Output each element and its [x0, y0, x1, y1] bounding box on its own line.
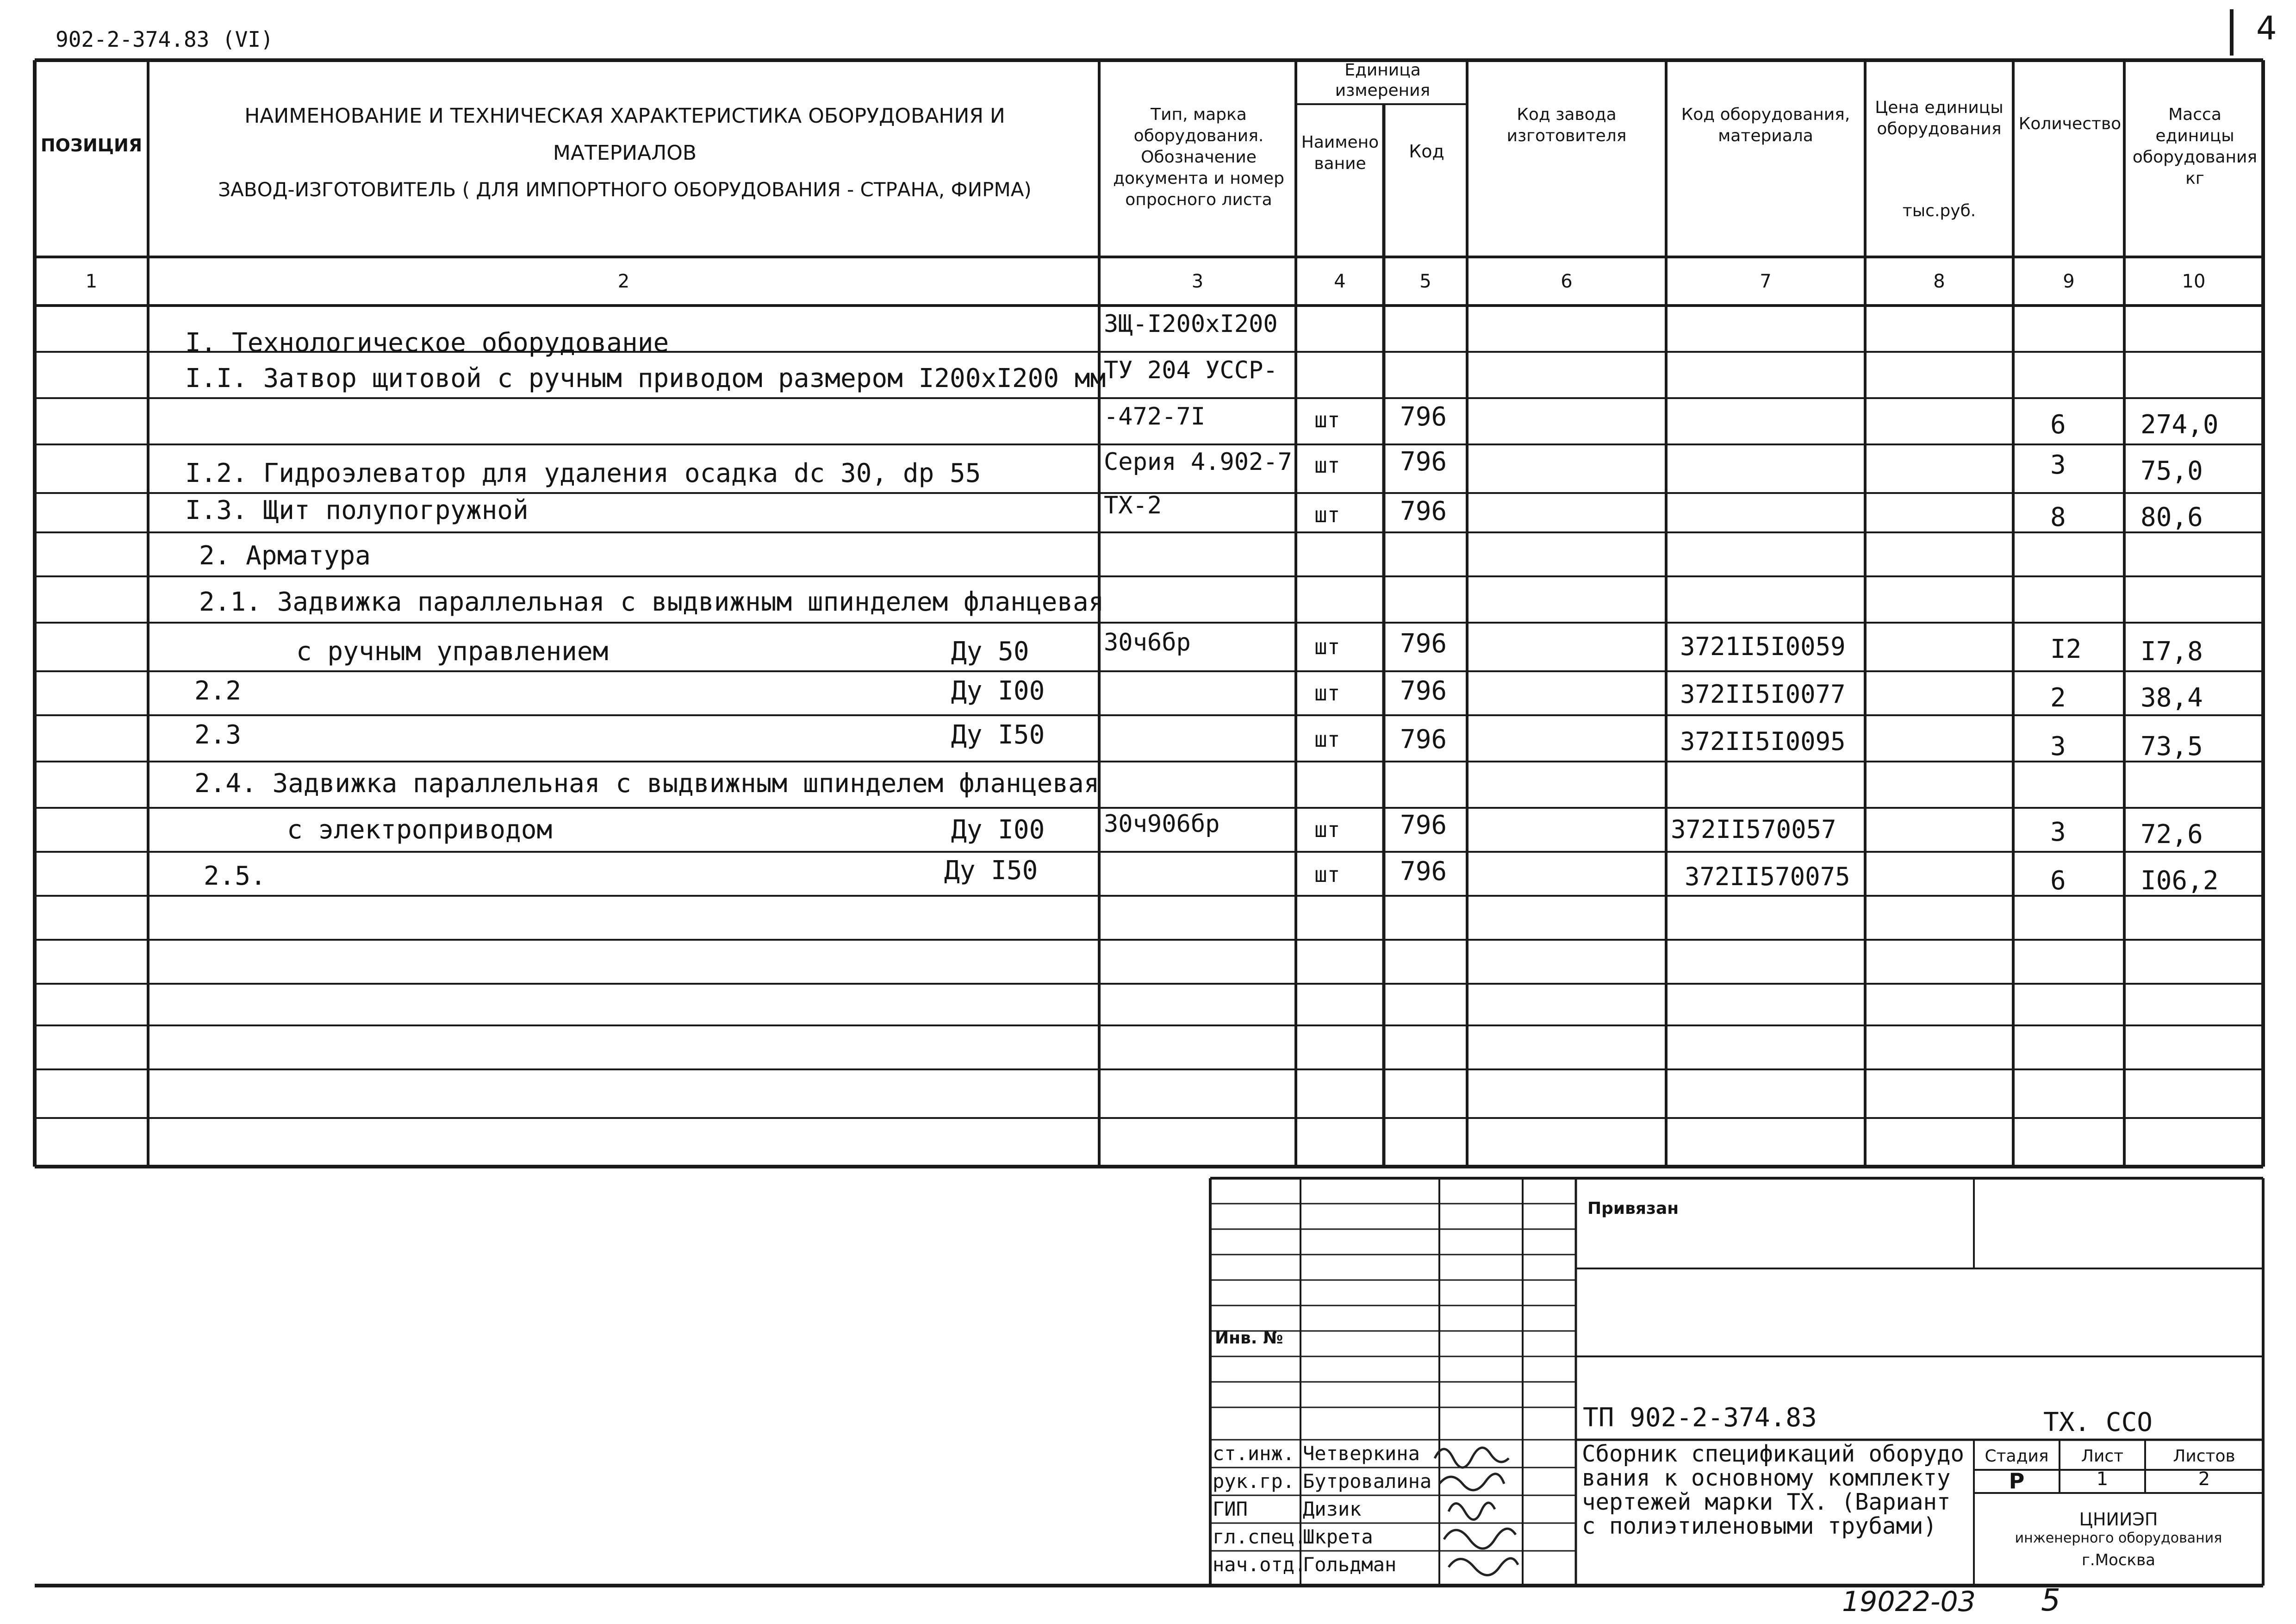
row-unit-code: 796: [1400, 629, 1447, 659]
signer-role: ГИП: [1213, 1498, 1248, 1520]
row-unit: шт: [1314, 862, 1340, 887]
row-qty: 6: [2050, 866, 2066, 896]
header-quantity: Количество: [2018, 114, 2122, 133]
row-mass: 38,4: [2140, 683, 2203, 713]
signer-name: Четверкина: [1303, 1442, 1420, 1465]
row-unit: шт: [1314, 727, 1340, 752]
colnum-5: 5: [1419, 271, 1431, 292]
row-name: I.2. Гидроэлеватор для удаления осадка dc 30, dp 55: [185, 458, 981, 488]
colnum-1: 1: [85, 271, 98, 292]
signer-name: Гольдман: [1303, 1553, 1397, 1576]
row-type: ТХ-2: [1104, 492, 1162, 519]
page-corner-number: 4: [2256, 9, 2277, 47]
row-unit-code: 796: [1400, 676, 1447, 706]
row-unit: шт: [1314, 681, 1340, 706]
row-qty: 6: [2050, 410, 2066, 440]
colnum-9: 9: [2063, 271, 2075, 292]
row-qty: 3: [2050, 817, 2066, 847]
bottom-page-number: 5: [2041, 1582, 2060, 1618]
header-equipment-code: Код оборудования, материала: [1681, 105, 1850, 145]
row-unit-code: 796: [1400, 810, 1447, 840]
signer-role: гл.спец.: [1213, 1525, 1307, 1548]
stamp-stage: Р: [2009, 1468, 2025, 1493]
document-code: 902-2-374.83 (VI): [56, 27, 274, 52]
row-dn: Ду I50: [944, 856, 1038, 886]
row-equipment-code: 372II5I0077: [1680, 680, 1846, 709]
colnum-2: 2: [617, 271, 630, 292]
header-name-line2: МАТЕРИАЛОВ: [553, 141, 697, 165]
signer-role: рук.гр.: [1213, 1470, 1295, 1493]
row-dn: Ду I00: [951, 676, 1045, 706]
header-price-unit: тыс.руб.: [1902, 201, 1976, 220]
header-unit-group: Единица измерения: [1335, 61, 1431, 100]
row-mass: 72,6: [2140, 819, 2203, 849]
row-type: 30ч6бр: [1104, 629, 1191, 656]
stamp-sheets-label: Листов: [2173, 1447, 2235, 1466]
signer-name: Бутровалина: [1303, 1470, 1432, 1493]
row-name: 2.5.: [204, 861, 266, 891]
stamp-org-line2: инженерного оборудования: [2015, 1530, 2222, 1546]
row-type: Серия 4.902-7: [1104, 448, 1292, 476]
row-name: I.3. Щит полупогружной: [185, 495, 529, 525]
row-name: I. Технологическое оборудование: [185, 328, 669, 358]
row-mass: 80,6: [2140, 502, 2203, 532]
row-equipment-code: 372II5I0095: [1680, 727, 1846, 756]
row-dn: Ду I50: [951, 720, 1045, 750]
row-type: -472-7I: [1104, 403, 1206, 431]
row-mass: I7,8: [2140, 637, 2203, 667]
row-unit-code: 796: [1400, 856, 1447, 887]
archive-number: 19022-03: [1842, 1586, 1976, 1618]
row-qty: 8: [2050, 502, 2066, 532]
row-unit-code: 796: [1400, 402, 1447, 432]
stamp-linked-label: Привязан: [1587, 1199, 1679, 1218]
stamp-inventory-label: Инв. №: [1215, 1329, 1283, 1348]
header-name-line1: НАИМЕНОВАНИЕ И ТЕХНИЧЕСКАЯ ХАРАКТЕРИСТИКА ОБОРУДОВАНИЯ И: [244, 104, 1005, 128]
signer-role: ст.инж.: [1213, 1442, 1295, 1465]
colnum-6: 6: [1561, 271, 1573, 292]
header-price: Цена единицы оборудования: [1875, 98, 2004, 138]
row-dn: Ду I00: [951, 815, 1045, 845]
colnum-4: 4: [1334, 271, 1346, 292]
stamp-title: Сборник спецификаций оборудования к основному комплекту чертежей марки ТХ. (Вариант с полиэтиленовыми трубами): [1582, 1441, 1965, 1539]
colnum-10: 10: [2182, 271, 2206, 292]
stamp-stage-label: Стадия: [1985, 1447, 2049, 1466]
row-equipment-code: 372II570057: [1671, 815, 1836, 844]
row-type: ЗЩ-I200xI200: [1104, 310, 1278, 338]
row-unit-code: 796: [1400, 496, 1447, 526]
signer-name: Шкрета: [1303, 1525, 1373, 1548]
row-qty: I2: [2050, 634, 2082, 664]
row-qty: 3: [2050, 450, 2066, 480]
row-name: с ручным управлением: [296, 637, 609, 667]
colnum-7: 7: [1760, 271, 1772, 292]
stamp-sheets: 2: [2198, 1468, 2210, 1490]
row-equipment-code: 372II570075: [1685, 862, 1850, 891]
header-unit-name: Наименование: [1301, 133, 1379, 173]
stamp-sheet-label: Лист: [2081, 1447, 2124, 1466]
row-mass: I06,2: [2140, 866, 2219, 896]
row-qty: 2: [2050, 683, 2066, 713]
row-mass: 274,0: [2140, 410, 2219, 440]
colnum-8: 8: [1933, 271, 1945, 292]
row-unit: шт: [1314, 817, 1340, 842]
row-name: 2.4. Задвижка параллельная с выдвижным шпинделем фланцевая: [194, 768, 1100, 799]
row-dn: Ду 50: [951, 637, 1029, 667]
header-factory-code: Код завода изготовителя: [1506, 105, 1627, 145]
row-type: ТУ 204 УССР-: [1104, 356, 1278, 384]
row-name: I.I. Затвор щитовой с ручным приводом размером I200xI200 мм: [185, 363, 1106, 394]
row-name: 2.3: [194, 720, 242, 750]
signer-name: Дизик: [1303, 1498, 1362, 1520]
header-name-line3: ЗАВОД-ИЗГОТОВИТЕЛЬ ( ДЛЯ ИМПОРТНОГО ОБОРУДОВАНИЯ - СТРАНА, ФИРМА): [218, 178, 1032, 201]
stamp-mark: ТХ. ССО: [2043, 1407, 2153, 1437]
row-unit: шт: [1314, 502, 1340, 527]
row-name: 2. Арматура: [199, 541, 371, 571]
header-unit-code: Код: [1409, 141, 1444, 162]
row-unit: шт: [1314, 407, 1340, 432]
row-mass: 73,5: [2140, 731, 2203, 762]
stamp-org-line1: ЦНИИЭП: [2079, 1509, 2158, 1530]
row-unit: шт: [1314, 634, 1340, 659]
stamp-org-line3: г.Москва: [2082, 1551, 2155, 1569]
row-name: 2.2: [194, 676, 242, 706]
row-mass: 75,0: [2140, 456, 2203, 486]
row-unit: шт: [1314, 453, 1340, 478]
signer-role: нач.отд.: [1213, 1553, 1307, 1576]
row-unit-code: 796: [1400, 725, 1447, 755]
row-equipment-code: 3721I5I0059: [1680, 632, 1846, 661]
row-unit-code: 796: [1400, 447, 1447, 477]
colnum-3: 3: [1191, 271, 1204, 292]
row-name: 2.1. Задвижка параллельная с выдвижным шпинделем фланцевая: [199, 587, 1104, 617]
header-type: Тип, марка оборудования. Обозначение документа и номер опросного листа: [1113, 105, 1284, 209]
header-mass: Масса единицы оборудования кг: [2132, 105, 2258, 188]
stamp-project-code: ТП 902-2-374.83: [1583, 1403, 1817, 1433]
row-name: с электроприводом: [287, 815, 553, 845]
row-type: 30ч906бр: [1104, 810, 1220, 838]
row-qty: 3: [2050, 731, 2066, 762]
header-position: ПОЗИЦИЯ: [40, 135, 143, 156]
stamp-sheet: 1: [2096, 1468, 2109, 1490]
